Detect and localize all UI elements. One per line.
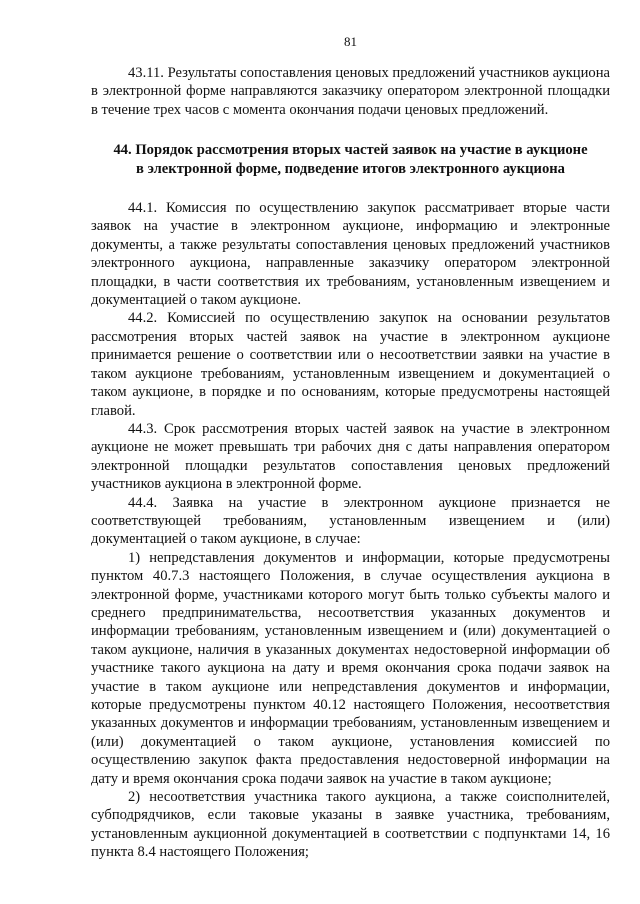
paragraph-44-1: 44.1. Комиссия по осуществлению закупок рассматривает вторые части заявок на участие в электронном аукционе, информацию и электронные документы, а также результаты сопоставления ценовых предложений участников электронного аукциона, направленные заказчику оператором электронной площадки, в части соответствия их требованиям, установленным извещением и документацией о таком аукционе.: [91, 200, 610, 309]
subparagraph-1: 1) непредставления документов и информации, которые предусмотрены пунктом 40.7.3 настоящего Положения, в случае осуществления аукциона в электронной форме, участниками которого могут быть только субъекты малого и среднего предпринимательства, несоответствия указанных документов и информации требованиям, установленным извещением и (или) документацией о таком аукционе, наличия в указанных документах недостоверной информации об участнике такого аукциона на дату и время окончания срока подачи заявок на участие в таком аукционе или непредставления документов и информации, которые предусмотрены пунктом 40.12 настоящего Положения, несоответствия указанных документов и информации требованиям, установленным извещением и (или) документацией о таком аукционе, установления комиссией по осуществлению закупок факта предоставления недостоверной информации на дату и время окончания срока подачи заявок на участие в таком аукционе;: [91, 549, 610, 787]
section-heading-line-1: 44. Порядок рассмотрения вторых частей заявок на участие в аукционе: [113, 142, 588, 159]
page-number: 81: [344, 34, 357, 49]
paragraph-43-11: 43.11. Результаты сопоставления ценовых предложений участников аукциона в электронной форме направляются заказчику оператором электронной площадки в течение трех часов с момента окончания подачи ценовых предложений.: [91, 65, 610, 118]
paragraph-44-3: 44.3. Срок рассмотрения вторых частей заявок на участие в электронном аукционе не может превышать три рабочих дня с даты направления оператором электронной площадки результатов сопоставления ценовых предложений участников аукциона в электронной форме.: [91, 420, 610, 493]
section-heading-44: [91, 141, 610, 178]
subparagraph-2: 2) несоответствия участника такого аукциона, а также соисполнителей, субподрядчиков, если таковые указаны в заявке участника, требованиям, установленным аукционной документацией в соответствии с подпунктами 14, 16 пункта 8.4 настоящего Положения;: [91, 789, 610, 861]
section-heading-line-2: в электронной форме, подведение итогов электронного аукциона: [136, 160, 565, 177]
paragraph-44-4: 44.4. Заявка на участие в электронном аукционе признается не соответствующей требованиям, установленным извещением и (или) документацией о таком аукционе, в случае:: [91, 494, 610, 548]
paragraph-44-2: 44.2. Комиссией по осуществлению закупок на основании результатов рассмотрения вторых частей заявок на участие в электронном аукционе принимается решение о соответствии или о несоответствии заявки на участие в таком аукционе требованиям, установленным извещением и документацией о таком аукционе, в порядке и по основаниям, которые предусмотрены настоящей главой.: [91, 310, 610, 419]
document-page: [91, 34, 610, 862]
